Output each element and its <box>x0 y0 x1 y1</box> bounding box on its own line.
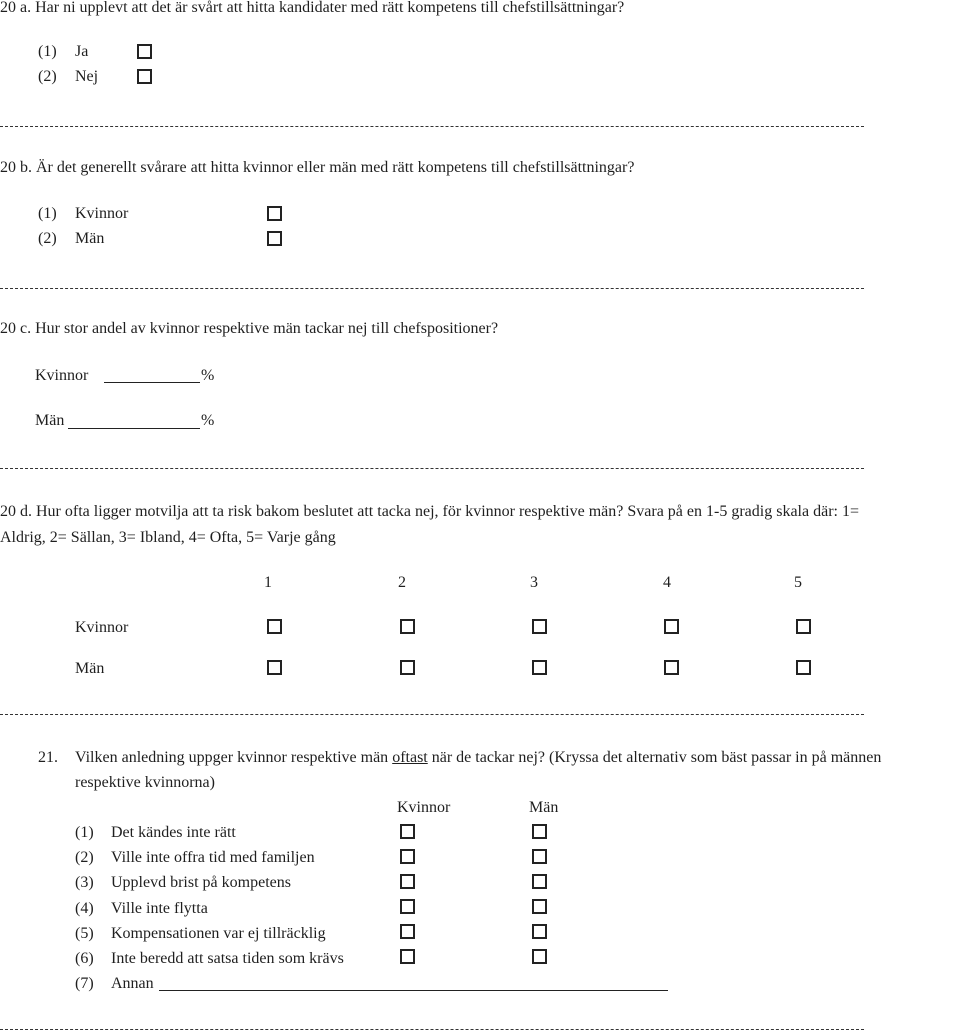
q20b-option-1-label: Kvinnor <box>75 205 129 222</box>
q20d-row-kvinnor-label: Kvinnor <box>75 619 129 636</box>
q21-option-6-label: Inte beredd att satsa tiden som krävs <box>111 950 344 967</box>
q20a-option-1-label: Ja <box>75 43 89 60</box>
q21-option-2-number: (2) <box>75 849 94 866</box>
q21-column-man: Män <box>529 799 559 816</box>
q20a-option-1-number: (1) <box>38 43 57 60</box>
q21-option-5-kvinnor-checkbox[interactable] <box>400 924 415 939</box>
q20d-man-3-checkbox[interactable] <box>532 660 547 675</box>
q21-option-3-label: Upplevd brist på kompetens <box>111 874 291 891</box>
q21-option-4-label: Ville inte flytta <box>111 900 208 917</box>
q20d-kvinnor-4-checkbox[interactable] <box>664 619 679 634</box>
q21-option-1-number: (1) <box>75 824 94 841</box>
q20b-option-1-number: (1) <box>38 205 57 222</box>
q20b-option-2-label: Män <box>75 230 105 247</box>
q20a-question: 20 a. Har ni upplevt att det är svårt att hitta kandidater med rätt kompetens till chefstillsättningar? <box>0 0 625 16</box>
q21-option-5-label: Kompensationen var ej tillräcklig <box>111 925 326 942</box>
q21-option-1-label: Det kändes inte rätt <box>111 824 236 841</box>
q20d-kvinnor-2-checkbox[interactable] <box>400 619 415 634</box>
q20b-question: 20 b. Är det generellt svårare att hitta kvinnor eller män med rätt kompetens till chefstillsättningar? <box>0 159 635 176</box>
separator <box>0 714 864 715</box>
q20d-row-man-label: Män <box>75 660 105 677</box>
q21-option-1-kvinnor-checkbox[interactable] <box>400 824 415 839</box>
separator <box>0 288 864 289</box>
q21-question-post: när de tackar nej? (Kryssa det alternativ som bäst passar in på männen <box>427 749 882 766</box>
q20c-kvinnor-label: Kvinnor <box>35 367 89 384</box>
q20a-option-1-checkbox[interactable] <box>137 44 152 59</box>
q21-option-4-man-checkbox[interactable] <box>532 899 547 914</box>
q20a-option-2-number: (2) <box>38 68 57 85</box>
q20c-kvinnor-unit: % <box>201 367 215 384</box>
q21-option-2-kvinnor-checkbox[interactable] <box>400 849 415 864</box>
q21-option-4-kvinnor-checkbox[interactable] <box>400 899 415 914</box>
q20d-kvinnor-1-checkbox[interactable] <box>267 619 282 634</box>
q21-option-5-number: (5) <box>75 925 94 942</box>
q20d-scale-4: 4 <box>663 574 671 591</box>
q20c-kvinnor-input-line[interactable] <box>104 382 200 383</box>
q21-column-kvinnor: Kvinnor <box>397 799 451 816</box>
q21-option-3-number: (3) <box>75 874 94 891</box>
q21-option-3-kvinnor-checkbox[interactable] <box>400 874 415 889</box>
q20c-man-unit: % <box>201 412 215 429</box>
q20b-option-1-checkbox[interactable] <box>267 206 282 221</box>
q21-option-6-kvinnor-checkbox[interactable] <box>400 949 415 964</box>
q20d-man-1-checkbox[interactable] <box>267 660 282 675</box>
q21-question-line2: respektive kvinnorna) <box>75 774 215 791</box>
q21-option-2-man-checkbox[interactable] <box>532 849 547 864</box>
q20d-scale-3: 3 <box>530 574 538 591</box>
q21-option-5-man-checkbox[interactable] <box>532 924 547 939</box>
q20d-scale-5: 5 <box>794 574 802 591</box>
separator <box>0 468 864 469</box>
q20a-option-2-label: Nej <box>75 68 99 85</box>
q20d-question-line2: Aldrig, 2= Sällan, 3= Ibland, 4= Ofta, 5= Varje gång <box>0 529 336 546</box>
q21-number: 21. <box>38 749 58 766</box>
q21-option-1-man-checkbox[interactable] <box>532 824 547 839</box>
q20b-option-2-number: (2) <box>38 230 57 247</box>
q21-option-6-man-checkbox[interactable] <box>532 949 547 964</box>
q20c-man-input-line[interactable] <box>68 428 200 429</box>
q21-question-emphasis: oftast <box>392 749 428 766</box>
q21-other-input-line[interactable] <box>159 990 668 991</box>
separator <box>0 1029 864 1030</box>
q21-option-7-label: Annan <box>111 975 154 992</box>
q20d-man-2-checkbox[interactable] <box>400 660 415 675</box>
q21-option-7-number: (7) <box>75 975 94 992</box>
q21-question-line1 <box>75 748 881 768</box>
q21-question-pre: Vilken anledning uppger kvinnor respektive män <box>75 749 393 766</box>
separator <box>0 126 864 127</box>
q20d-man-5-checkbox[interactable] <box>796 660 811 675</box>
q20d-man-4-checkbox[interactable] <box>664 660 679 675</box>
q20b-option-2-checkbox[interactable] <box>267 231 282 246</box>
q20d-kvinnor-5-checkbox[interactable] <box>796 619 811 634</box>
q20d-scale-1: 1 <box>264 574 272 591</box>
q20d-scale-2: 2 <box>398 574 406 591</box>
q20d-kvinnor-3-checkbox[interactable] <box>532 619 547 634</box>
q21-option-4-number: (4) <box>75 900 94 917</box>
q20c-question: 20 c. Hur stor andel av kvinnor respektive män tackar nej till chefspositioner? <box>0 320 499 337</box>
q21-option-3-man-checkbox[interactable] <box>532 874 547 889</box>
q20c-man-label: Män <box>35 412 65 429</box>
q20d-question-line1: 20 d. Hur ofta ligger motvilja att ta risk bakom beslutet att tacka nej, för kvinnor respektive män? Svara på en 1-5 gradig skala där: 1= <box>0 503 859 520</box>
q21-option-6-number: (6) <box>75 950 94 967</box>
q21-option-2-label: Ville inte offra tid med familjen <box>111 849 315 866</box>
q20a-option-2-checkbox[interactable] <box>137 69 152 84</box>
